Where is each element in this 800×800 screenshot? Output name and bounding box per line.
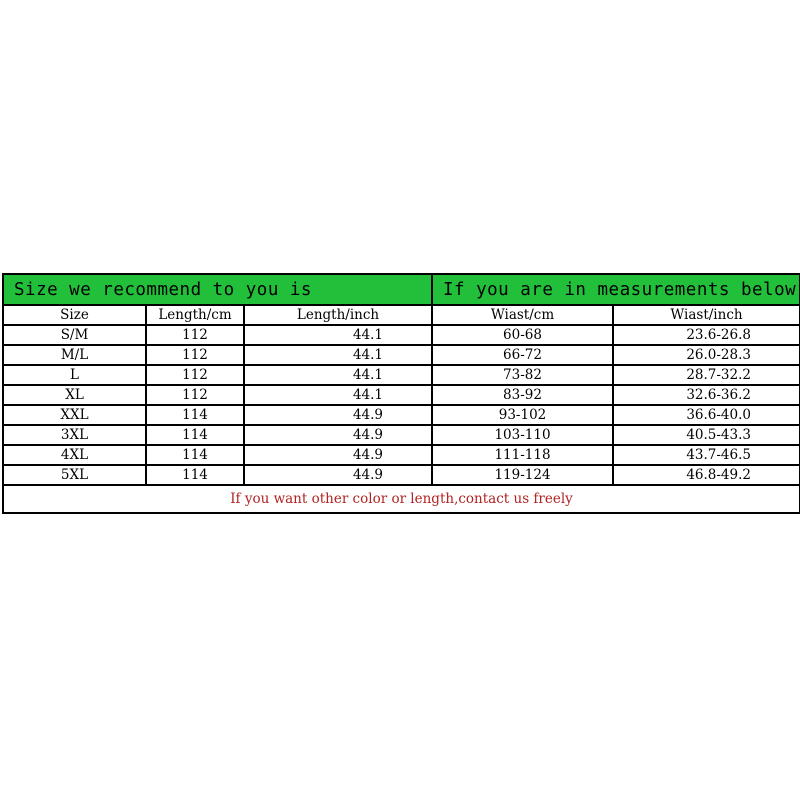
cell-size: 3XL [3, 425, 146, 445]
cell-size: XXL [3, 405, 146, 425]
cell-waist-cm: 73-82 [432, 365, 613, 385]
cell-size: 5XL [3, 465, 146, 485]
table-row [3, 345, 800, 365]
table-row [3, 365, 800, 385]
cell-length-inch: 44.9 [244, 425, 432, 445]
footer-row [3, 485, 800, 513]
cell-length-cm: 114 [146, 445, 244, 465]
cell-length-inch: 44.9 [244, 405, 432, 425]
cell-waist-cm: 103-110 [432, 425, 613, 445]
cell-length-cm: 112 [146, 365, 244, 385]
footer-note: If you want other color or length,contact us freely [3, 485, 800, 513]
table-row [3, 325, 800, 345]
cell-size: L [3, 365, 146, 385]
cell-waist-inch: 40.5-43.3 [613, 425, 800, 445]
cell-waist-cm: 119-124 [432, 465, 613, 485]
header-waist-inch: Wiast/inch [613, 305, 800, 325]
cell-waist-cm: 66-72 [432, 345, 613, 365]
cell-length-cm: 112 [146, 345, 244, 365]
cell-length-cm: 114 [146, 405, 244, 425]
header-waist-cm: Wiast/cm [432, 305, 613, 325]
cell-length-cm: 114 [146, 465, 244, 485]
cell-waist-cm: 93-102 [432, 405, 613, 425]
header-size: Size [3, 305, 146, 325]
cell-waist-inch: 46.8-49.2 [613, 465, 800, 485]
banner-measurements: If you are in measurements below [432, 274, 800, 305]
cell-length-inch: 44.1 [244, 325, 432, 345]
cell-length-cm: 114 [146, 425, 244, 445]
cell-size: M/L [3, 345, 146, 365]
banner-recommend: Size we recommend to you is [3, 274, 432, 305]
cell-waist-inch: 36.6-40.0 [613, 405, 800, 425]
cell-length-inch: 44.9 [244, 445, 432, 465]
header-row [3, 305, 800, 325]
cell-length-cm: 112 [146, 385, 244, 405]
cell-waist-inch: 23.6-26.8 [613, 325, 800, 345]
cell-size: XL [3, 385, 146, 405]
header-length-inch: Length/inch [244, 305, 432, 325]
cell-length-inch: 44.1 [244, 385, 432, 405]
table-row [3, 465, 800, 485]
cell-waist-inch: 32.6-36.2 [613, 385, 800, 405]
cell-waist-inch: 28.7-32.2 [613, 365, 800, 385]
cell-length-inch: 44.1 [244, 365, 432, 385]
header-length-cm: Length/cm [146, 305, 244, 325]
cell-waist-cm: 111-118 [432, 445, 613, 465]
table-row [3, 425, 800, 445]
banner-row [3, 274, 800, 305]
cell-size: 4XL [3, 445, 146, 465]
cell-waist-cm: 60-68 [432, 325, 613, 345]
cell-waist-cm: 83-92 [432, 385, 613, 405]
size-chart-table [2, 273, 800, 514]
table-row [3, 385, 800, 405]
cell-waist-inch: 26.0-28.3 [613, 345, 800, 365]
cell-length-inch: 44.1 [244, 345, 432, 365]
table-row [3, 405, 800, 425]
cell-waist-inch: 43.7-46.5 [613, 445, 800, 465]
cell-length-cm: 112 [146, 325, 244, 345]
cell-length-inch: 44.9 [244, 465, 432, 485]
table-row [3, 445, 800, 465]
cell-size: S/M [3, 325, 146, 345]
